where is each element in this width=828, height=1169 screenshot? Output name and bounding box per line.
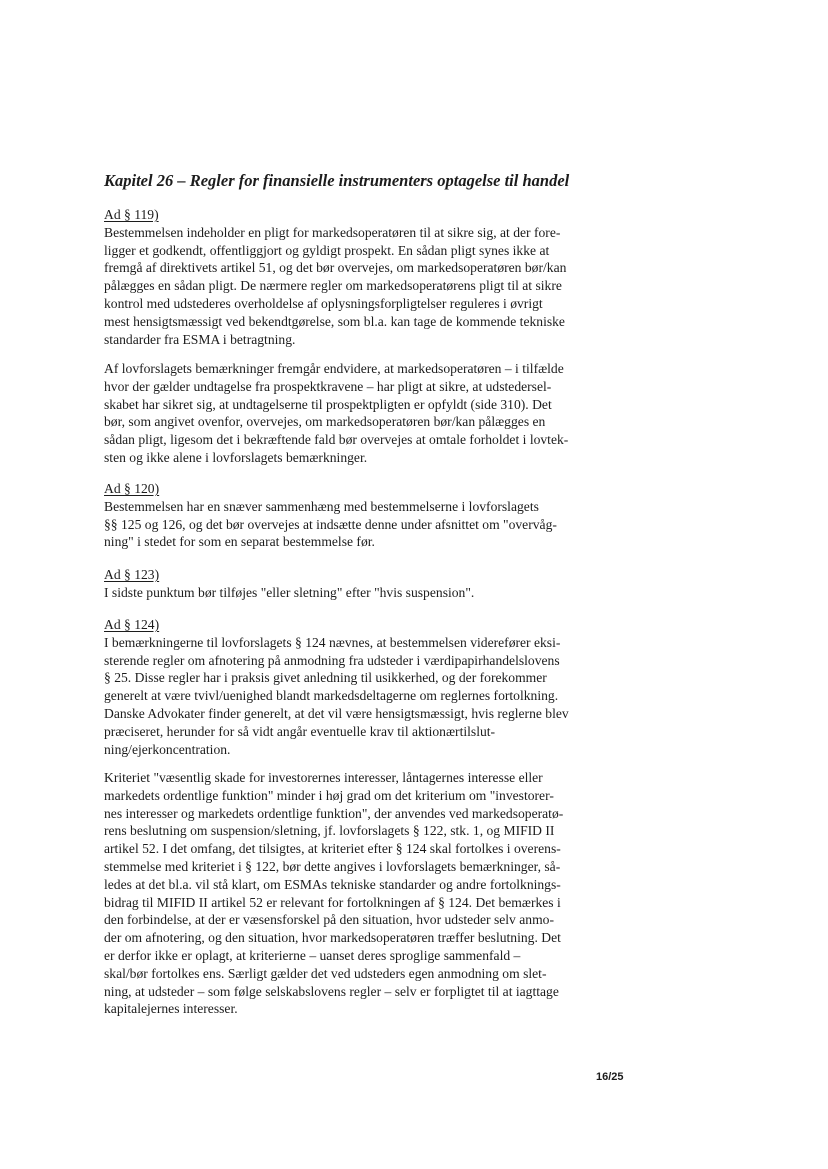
body-line: Bestemmelsen har en snæver sammenhæng med bestemmelserne i lovforslagets <box>104 498 539 514</box>
body-line: sådan pligt, ligesom det i bekræftende fald bør overvejes at omtale forholdet i lovtek- <box>104 432 569 448</box>
body-line: hvor der gælder undtagelse fra prospektkravene – har pligt at sikre, at udstedersel- <box>104 378 552 394</box>
body-line: fremgå af direktivets artikel 51, og det bør overvejes, om markedsoperatøren bør/kan <box>104 260 567 276</box>
body-line: der om afnotering, og den situation, hvor markedsoperatøren træffer beslutning. Det <box>104 930 561 946</box>
body-line: sten og ikke alene i lovforslagets bemærkninger. <box>104 449 368 465</box>
body-line: den forbindelse, at der er væsensforskel på den situation, hvor udsteder selv anmo- <box>104 912 554 928</box>
body-line: Kriteriet "væsentlig skade for investorernes interesser, låntagernes interesse eller <box>104 770 543 785</box>
section-119 <box>104 206 704 348</box>
body-line: pålægges en sådan pligt. De nærmere regler om markedsoperatørens pligt til at sikre <box>104 278 562 294</box>
body-line: § 25. Disse regler har i praksis givet anledning til usikkerhed, og der forekommer <box>104 670 547 686</box>
body-line: skabet har sikret sig, at undtagelserne til prospektpligten er opfyldt (side 310). Det <box>104 396 552 412</box>
body-line: præciseret, herunder for så vidt angår eventuelle krav til aktionærtilslut- <box>104 723 496 739</box>
body-line: markedets ordentlige funktion" minder i høj grad om det kriterium om "investorer- <box>104 787 554 803</box>
section-120 <box>104 480 704 551</box>
body-line: I sidste punktum bør tilføjes "eller sletning" efter "hvis suspension". <box>104 584 475 600</box>
body-line: ning" i stedet for som en separat bestemmelse før. <box>104 534 375 550</box>
chapter-title: Kapitel 26 – Regler for finansielle instrumenters optagelse til handel <box>104 171 570 190</box>
body-line: standarder fra ESMA i betragtning. <box>104 331 296 347</box>
section-heading: Ad § 123) <box>104 567 160 582</box>
body-line: Danske Advokater finder generelt, at det vil være hensigtsmæssigt, hvis reglerne blev <box>104 705 569 721</box>
body-line: nes interesser og markedets ordentlige funktion", der anvendes ved markedsoperatø- <box>104 805 564 821</box>
body-line: Af lovforslagets bemærkninger fremgår endvidere, at markedsoperatøren – i tilfælde <box>104 361 564 376</box>
body-line: sterende regler om afnotering på anmodning fra udsteder i værdipapirhandelslovens <box>104 652 560 668</box>
body-line: Bestemmelsen indeholder en pligt for markedsoperatøren til at sikre sig, at der fore- <box>104 224 561 240</box>
body-line: skal/bør fortolkes ens. Særligt gælder det ved udsteders egen anmodning om slet- <box>104 965 547 981</box>
section-124 <box>104 616 704 758</box>
body-line: rens beslutning om suspension/sletning, jf. lovforslagets § 122, stk. 1, og MIFID II <box>104 823 555 839</box>
body-line: bidrag til MIFID II artikel 52 er relevant for fortolkningen af § 124. Det bemærkes i <box>104 894 561 910</box>
page-number: 16/25 <box>596 1071 624 1083</box>
body-line: mest hensigtsmæssigt ved bekendtgørelse, som bl.a. kan tage de kommende tekniske <box>104 313 565 329</box>
section-heading: Ad § 124) <box>104 617 160 632</box>
body-line: I bemærkningerne til lovforslagets § 124 nævnes, at bestemmelsen viderefører eksi- <box>104 634 561 650</box>
body-line: ning, at udsteder – som følge selskabslovens regler – selv er forpligtet til at iagttage <box>104 983 559 999</box>
body-line: generelt at være tvivl/uenighed blandt markedsdeltagerne om reglernes fortolkning. <box>104 688 559 704</box>
body-line: kontrol med udstederes overholdelse af oplysningsforpligtelser reguleres i øvrigt <box>104 295 543 311</box>
paragraph-criterion <box>104 769 704 1018</box>
body-line: ledes at det bl.a. vil stå klart, om ESMAs tekniske standarder og andre fortolknings- <box>104 876 561 892</box>
section-heading: Ad § 119) <box>104 207 159 222</box>
body-line: §§ 125 og 126, og det bør overvejes at indsætte denne under afsnittet om "overvåg- <box>104 516 557 532</box>
body-line: kapitalejernes interesser. <box>104 1001 238 1017</box>
body-line: bør, som angivet ovenfor, overvejes, om markedsoperatøren bør/kan pålægges en <box>104 414 546 430</box>
body-line: stemmelse med kriteriet i § 122, bør dette angives i lovforslagets bemærkninger, så- <box>104 858 561 874</box>
section-heading: Ad § 120) <box>104 481 160 496</box>
body-line: ligger et godkendt, offentliggjort og gyldigt prospekt. En sådan pligt synes ikke at <box>104 242 550 258</box>
body-line: ning/ejerkoncentration. <box>104 741 231 757</box>
body-line: artikel 52. I det omfang, det tilsigtes, at kriteriet efter § 124 skal fortolkes i overens- <box>104 841 561 857</box>
body-line: er derfor ikke er oplagt, at kriterierne – uanset deres sproglige sammenfald – <box>104 947 521 963</box>
section-123 <box>104 566 704 602</box>
paragraph-prospect-exemption <box>104 360 704 467</box>
